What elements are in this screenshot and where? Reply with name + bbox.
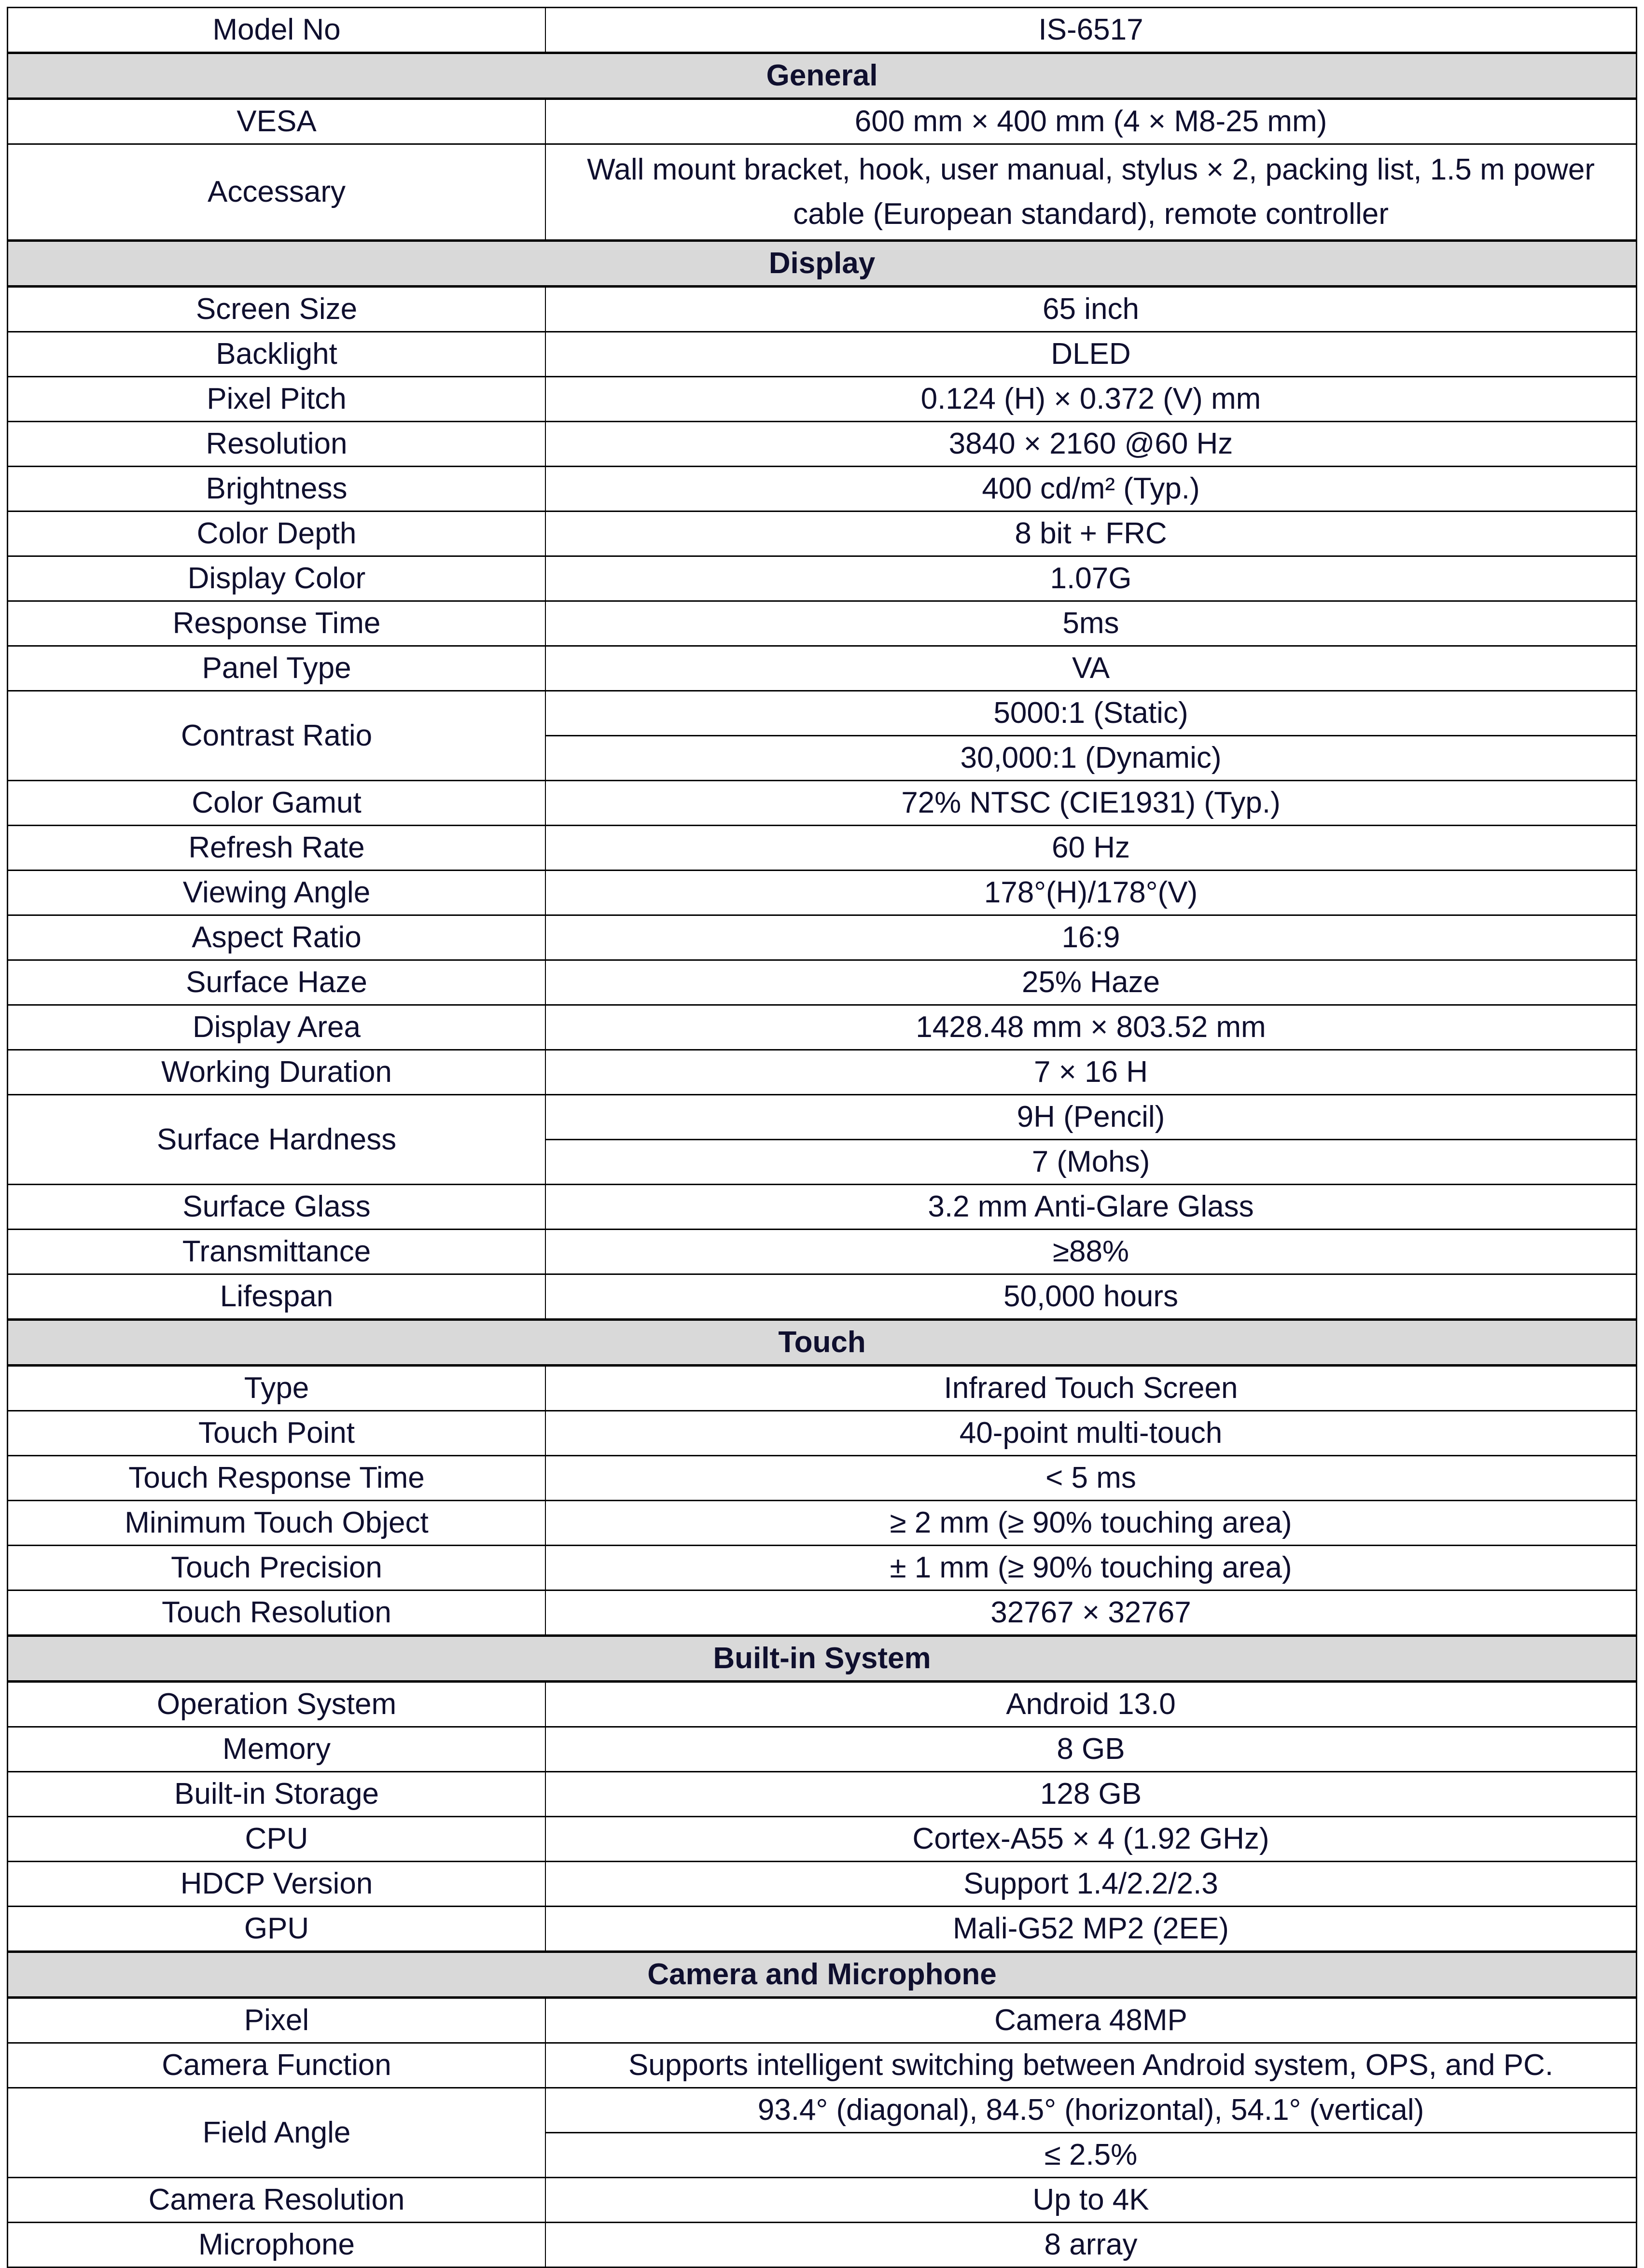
spec-row-brightness bbox=[8, 467, 1637, 512]
spec-label: Operation System bbox=[8, 1682, 546, 1727]
spec-value: Support 1.4/2.2/2.3 bbox=[545, 1862, 1637, 1907]
spec-value: 65 inch bbox=[545, 287, 1637, 332]
spec-row-screen-size bbox=[8, 287, 1637, 332]
spec-label: CPU bbox=[8, 1817, 546, 1862]
spec-label: Surface Haze bbox=[8, 960, 546, 1005]
spec-row-hdcp-version bbox=[8, 1862, 1637, 1907]
spec-value: 3.2 mm Anti-Glare Glass bbox=[545, 1185, 1637, 1230]
spec-row-accessary bbox=[8, 144, 1637, 241]
spec-label: Field Angle bbox=[8, 2088, 546, 2178]
spec-label: Surface Hardness bbox=[8, 1095, 546, 1185]
spec-label: Minimum Touch Object bbox=[8, 1501, 546, 1546]
section-title: General bbox=[8, 53, 1637, 99]
spec-row-touch-point bbox=[8, 1411, 1637, 1456]
spec-value: 0.124 (H) × 0.372 (V) mm bbox=[545, 377, 1637, 422]
spec-value: VA bbox=[545, 646, 1637, 691]
section-header-display bbox=[8, 241, 1637, 287]
spec-label: HDCP Version bbox=[8, 1862, 546, 1907]
spec-label: Touch Point bbox=[8, 1411, 546, 1456]
spec-row-minimum-touch-object bbox=[8, 1501, 1637, 1546]
spec-row-display-area bbox=[8, 1005, 1637, 1050]
model-value: IS-6517 bbox=[545, 8, 1637, 53]
section-title: Touch bbox=[8, 1320, 1637, 1366]
spec-row-touch-resolution bbox=[8, 1590, 1637, 1636]
spec-label: Contrast Ratio bbox=[8, 691, 546, 781]
model-label: Model No bbox=[8, 8, 546, 53]
spec-value: 5000:1 (Static) bbox=[545, 691, 1637, 736]
spec-label: Backlight bbox=[8, 332, 546, 377]
spec-value: ± 1 mm (≥ 90% touching area) bbox=[545, 1546, 1637, 1590]
spec-value: 50,000 hours bbox=[545, 1274, 1637, 1320]
spec-row-type bbox=[8, 1366, 1637, 1411]
spec-row-lifespan bbox=[8, 1274, 1637, 1320]
section-header-touch bbox=[8, 1320, 1637, 1366]
spec-value: 8 bit + FRC bbox=[545, 512, 1637, 556]
spec-label: Pixel Pitch bbox=[8, 377, 546, 422]
spec-value: Mali-G52 MP2 (2EE) bbox=[545, 1907, 1637, 1952]
spec-value: 400 cd/m² (Typ.) bbox=[545, 467, 1637, 512]
spec-value: Android 13.0 bbox=[545, 1682, 1637, 1727]
spec-label: Lifespan bbox=[8, 1274, 546, 1320]
spec-value: 60 Hz bbox=[545, 826, 1637, 871]
spec-row-contrast-ratio bbox=[8, 691, 1637, 736]
spec-label: Type bbox=[8, 1366, 546, 1411]
spec-row-response-time bbox=[8, 601, 1637, 646]
spec-value: 1.07G bbox=[545, 556, 1637, 601]
spec-row-field-angle bbox=[8, 2088, 1637, 2133]
spec-value: Up to 4K bbox=[545, 2178, 1637, 2223]
spec-value: Infrared Touch Screen bbox=[545, 1366, 1637, 1411]
spec-label: Screen Size bbox=[8, 287, 546, 332]
spec-row-working-duration bbox=[8, 1050, 1637, 1095]
spec-table bbox=[7, 7, 1637, 2268]
spec-label: Display Area bbox=[8, 1005, 546, 1050]
section-title: Display bbox=[8, 241, 1637, 287]
spec-row-camera-resolution bbox=[8, 2178, 1637, 2223]
section-header-built-in-system bbox=[8, 1636, 1637, 1682]
spec-label: Microphone bbox=[8, 2223, 546, 2268]
spec-row-color-gamut bbox=[8, 781, 1637, 826]
model-row bbox=[8, 8, 1637, 53]
spec-row-refresh-rate bbox=[8, 826, 1637, 871]
spec-value: 9H (Pencil) bbox=[545, 1095, 1637, 1140]
section-title: Camera and Microphone bbox=[8, 1952, 1637, 1998]
spec-value: 40-point multi-touch bbox=[545, 1411, 1637, 1456]
spec-row-cpu bbox=[8, 1817, 1637, 1862]
spec-row-memory bbox=[8, 1727, 1637, 1772]
spec-label: Viewing Angle bbox=[8, 871, 546, 915]
spec-value: 7 × 16 H bbox=[545, 1050, 1637, 1095]
spec-label: Color Depth bbox=[8, 512, 546, 556]
spec-value: ≥ 2 mm (≥ 90% touching area) bbox=[545, 1501, 1637, 1546]
spec-value: Supports intelligent switching between Android system, OPS, and PC. bbox=[545, 2043, 1637, 2088]
spec-value: 25% Haze bbox=[545, 960, 1637, 1005]
spec-row-touch-response-time bbox=[8, 1456, 1637, 1501]
spec-row-resolution bbox=[8, 422, 1637, 467]
spec-label: Display Color bbox=[8, 556, 546, 601]
spec-row-display-color bbox=[8, 556, 1637, 601]
spec-row-viewing-angle bbox=[8, 871, 1637, 915]
spec-value: 7 (Mohs) bbox=[545, 1140, 1637, 1185]
spec-value: Camera 48MP bbox=[545, 1998, 1637, 2043]
spec-value: 8 GB bbox=[545, 1727, 1637, 1772]
spec-value: Cortex-A55 × 4 (1.92 GHz) bbox=[545, 1817, 1637, 1862]
spec-value: 16:9 bbox=[545, 915, 1637, 960]
spec-label: Camera Resolution bbox=[8, 2178, 546, 2223]
spec-label: Memory bbox=[8, 1727, 546, 1772]
spec-row-touch-precision bbox=[8, 1546, 1637, 1590]
spec-label: Camera Function bbox=[8, 2043, 546, 2088]
spec-label: VESA bbox=[8, 99, 546, 144]
spec-label: Accessary bbox=[8, 144, 546, 241]
spec-value: 3840 × 2160 @60 Hz bbox=[545, 422, 1637, 467]
spec-label: Color Gamut bbox=[8, 781, 546, 826]
spec-table-body bbox=[8, 8, 1637, 2268]
spec-value: 93.4° (diagonal), 84.5° (horizontal), 54.1° (vertical) bbox=[545, 2088, 1637, 2133]
spec-value: 32767 × 32767 bbox=[545, 1590, 1637, 1636]
spec-value: 30,000:1 (Dynamic) bbox=[545, 736, 1637, 781]
spec-value: 8 array bbox=[545, 2223, 1637, 2268]
spec-label: Touch Resolution bbox=[8, 1590, 546, 1636]
section-header-camera-and-microphone bbox=[8, 1952, 1637, 1998]
spec-row-operation-system bbox=[8, 1682, 1637, 1727]
spec-label: Brightness bbox=[8, 467, 546, 512]
spec-row-vesa bbox=[8, 99, 1637, 144]
spec-value: ≥88% bbox=[545, 1230, 1637, 1274]
spec-label: Working Duration bbox=[8, 1050, 546, 1095]
spec-label: Built-in Storage bbox=[8, 1772, 546, 1817]
spec-row-pixel-pitch bbox=[8, 377, 1637, 422]
spec-row-aspect-ratio bbox=[8, 915, 1637, 960]
spec-row-color-depth bbox=[8, 512, 1637, 556]
spec-value: < 5 ms bbox=[545, 1456, 1637, 1501]
spec-label: GPU bbox=[8, 1907, 546, 1952]
spec-label: Pixel bbox=[8, 1998, 546, 2043]
spec-row-camera-function bbox=[8, 2043, 1637, 2088]
spec-row-backlight bbox=[8, 332, 1637, 377]
spec-label: Touch Precision bbox=[8, 1546, 546, 1590]
spec-label: Resolution bbox=[8, 422, 546, 467]
spec-label: Touch Response Time bbox=[8, 1456, 546, 1501]
spec-label: Refresh Rate bbox=[8, 826, 546, 871]
spec-row-transmittance bbox=[8, 1230, 1637, 1274]
section-header-general bbox=[8, 53, 1637, 99]
spec-row-panel-type bbox=[8, 646, 1637, 691]
spec-label: Surface Glass bbox=[8, 1185, 546, 1230]
spec-label: Response Time bbox=[8, 601, 546, 646]
spec-value: DLED bbox=[545, 332, 1637, 377]
spec-label: Panel Type bbox=[8, 646, 546, 691]
spec-value: 5ms bbox=[545, 601, 1637, 646]
spec-row-built-in-storage bbox=[8, 1772, 1637, 1817]
section-title: Built-in System bbox=[8, 1636, 1637, 1682]
spec-row-surface-glass bbox=[8, 1185, 1637, 1230]
spec-row-surface-haze bbox=[8, 960, 1637, 1005]
spec-label: Transmittance bbox=[8, 1230, 546, 1274]
spec-value: 1428.48 mm × 803.52 mm bbox=[545, 1005, 1637, 1050]
spec-value: Wall mount bracket, hook, user manual, stylus × 2, packing list, 1.5 m power cable (European standard), remote controller bbox=[545, 144, 1637, 241]
spec-value: 178°(H)/178°(V) bbox=[545, 871, 1637, 915]
spec-row-surface-hardness bbox=[8, 1095, 1637, 1140]
spec-value: ≤ 2.5% bbox=[545, 2133, 1637, 2178]
spec-value: 128 GB bbox=[545, 1772, 1637, 1817]
spec-row-pixel bbox=[8, 1998, 1637, 2043]
spec-row-gpu bbox=[8, 1907, 1637, 1952]
spec-label: Aspect Ratio bbox=[8, 915, 546, 960]
spec-value: 600 mm × 400 mm (4 × M8-25 mm) bbox=[545, 99, 1637, 144]
spec-value: 72% NTSC (CIE1931) (Typ.) bbox=[545, 781, 1637, 826]
spec-row-microphone bbox=[8, 2223, 1637, 2268]
